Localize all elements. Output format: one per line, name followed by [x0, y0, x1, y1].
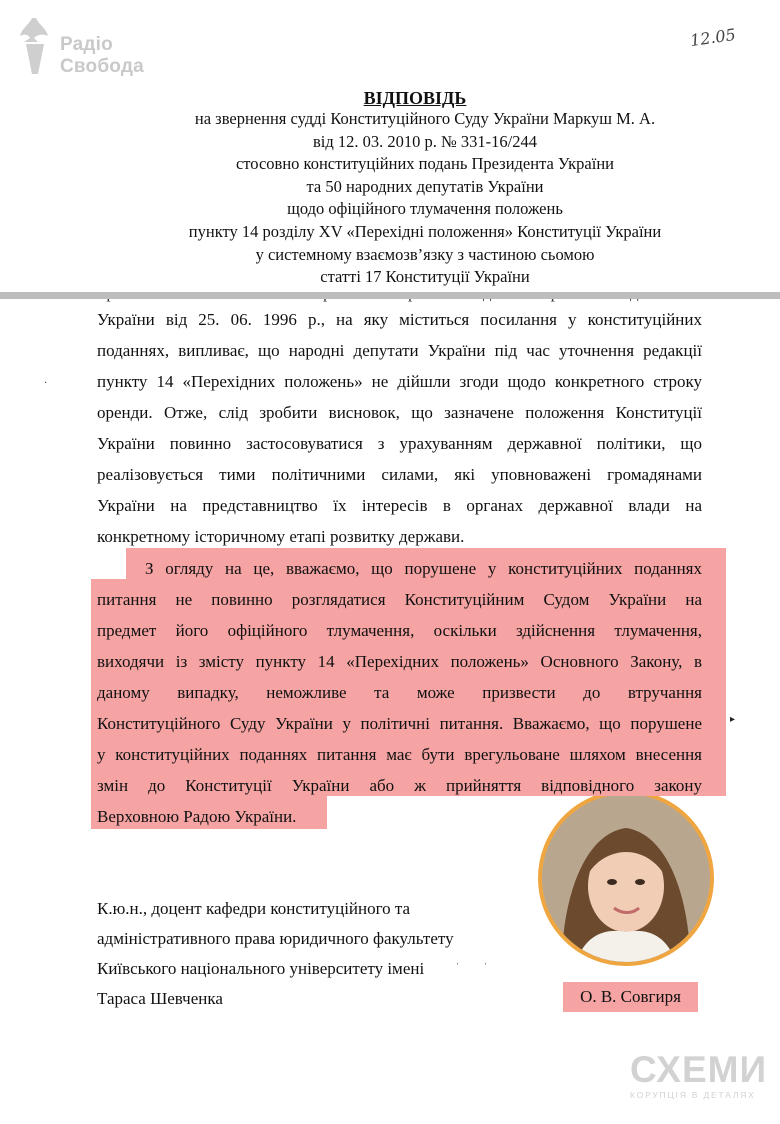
paragraph-line: України повинно застосовуватися з урахуванням державної політики, що: [97, 434, 702, 453]
header-line: та 50 народних депутатів України: [306, 176, 544, 196]
paragraph-line: пункту 14 «Перехідних положень» не дійшли згоди щодо конкретного строку: [97, 372, 702, 391]
paragraph-line: предмет його офіційного тлумачення, оскільки здійснення тлумачення,: [97, 621, 702, 640]
header-line: щодо офіційного тлумачення положень: [287, 199, 563, 219]
paragraph-line: Конституційного Суду України у політичні питання. Вважаємо, що порушене: [97, 714, 702, 733]
logo-line-1: Радіо: [60, 34, 113, 55]
header-line: на звернення судді Конституційного Суду України Маркуш М. А.: [194, 109, 656, 128]
paragraph-line: змін до Конституції України або ж прийняття відповідного закону: [97, 776, 702, 795]
scan-speck: ▸: [730, 714, 736, 725]
paragraph-2-highlighted: [97, 553, 702, 832]
paragraph-line: виходячи із змісту пункту 14 «Перехідних положень» Основного Закону, в: [97, 652, 702, 671]
paragraph-line: З огляду на це, вважаємо, що порушене у конституційних поданнях: [145, 559, 702, 578]
paragraph-1: [97, 304, 702, 552]
signature-line: Київського національного університету імені: [97, 959, 425, 978]
paragraph-line: Верховною Радою України.: [97, 807, 297, 826]
scan-speck: ˈ: [484, 962, 488, 973]
paragraph-line: конкретному історичному етапі розвитку держави.: [97, 527, 465, 546]
radio-svoboda-logo: [14, 16, 154, 76]
header-line: стосовно конституційних подань Президента України: [235, 154, 614, 174]
scan-speck: ·: [44, 378, 48, 389]
signatory-name-tag: О. В. Совгиря: [563, 982, 698, 1012]
document-header: [0, 0, 780, 299]
signature-line: Тараса Шевченка: [97, 989, 223, 1008]
signature-line: адміністративного права юридичного факультету: [97, 929, 454, 948]
paragraph-line: поданнях, випливає, що народні депутати України під час уточнення редакції: [97, 341, 702, 360]
schemy-logo: [630, 1049, 768, 1100]
torch-icon: [14, 16, 56, 76]
header-line: від 12. 03. 2010 р. № 331-16/244: [313, 131, 537, 151]
header-line: статті 17 Конституції України: [320, 267, 530, 287]
paragraph-line: України на представництво їх інтересів в органах державної влади на: [97, 496, 702, 515]
document-title: ВІДПОВІДЬ: [363, 88, 467, 108]
header-line: пункту 14 розділу XV «Перехідні положення» Конституції України: [188, 221, 662, 241]
schemy-logo-tagline: КОРУПЦІЯ В ДЕТАЛЯХ: [630, 1090, 756, 1100]
scan-speck: ˈ: [456, 962, 460, 973]
schemy-logo-text: СХЕМИ: [630, 1049, 768, 1090]
logo-line-2: Свобода: [60, 56, 144, 77]
header-lines: [0, 108, 780, 289]
paragraph-line: питання не повинно розглядатися Конституційним Судом України на: [97, 590, 702, 609]
header-line: у системному взаємозв’язку з частиною сьомою: [255, 244, 595, 264]
paragraph-line: у конституційних поданнях питання має бути врегульоване шляхом внесення: [97, 745, 702, 764]
paragraph-line: реалізовується тими політичними силами, які уповноважені громадянами: [97, 465, 702, 484]
paragraph-line: даному випадку, неможливе та може призвести до втручання: [97, 683, 702, 702]
signature-line: К.ю.н., доцент кафедри конституційного та: [97, 899, 411, 918]
handwritten-mark: 12.05: [688, 24, 737, 51]
paragraph-line: України від 25. 06. 1996 р., на яку міститься посилання у конституційних: [97, 310, 702, 329]
paragraph-line: оренди. Отже, слід зробити висновок, що зазначене положення Конституції: [97, 403, 702, 422]
signature-block: [97, 894, 454, 1014]
